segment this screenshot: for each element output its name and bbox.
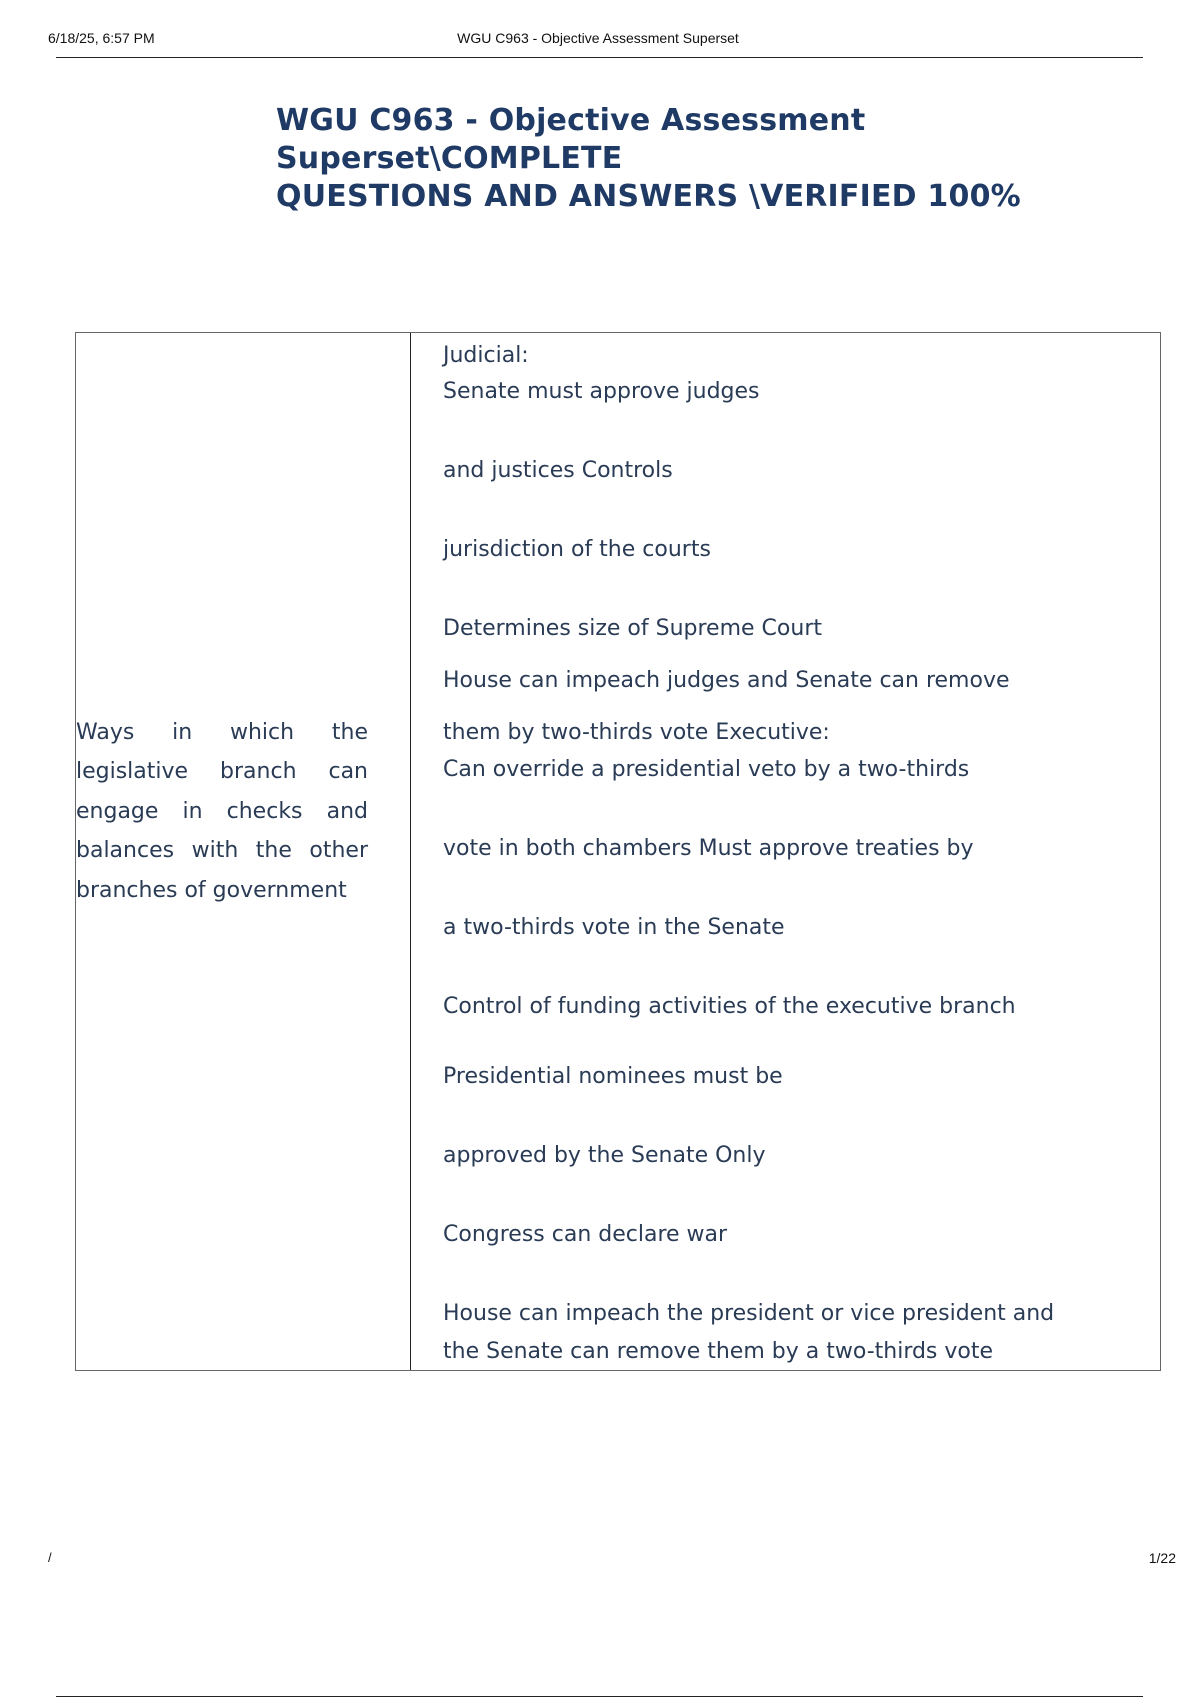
answer-line: Congress can declare war (443, 1222, 728, 1247)
answer-line: a two-thirds vote in the Senate (443, 915, 785, 940)
answer-line: vote in both chambers Must approve treaties by (443, 836, 974, 861)
answer-line: them by two-thirds vote Executive: (443, 720, 830, 745)
header-divider (56, 57, 1143, 58)
answer-cell (411, 333, 1160, 1370)
document-title-line-1: WGU C963 - Objective Assessment Superset\COMPLETE (276, 103, 866, 176)
print-header (48, 28, 1148, 58)
question-text: Ways in which the legislative branch can engage in checks and balances with the other branches of government (76, 719, 368, 903)
answer-line: Presidential nominees must be (443, 1064, 783, 1089)
answer-line: jurisdiction of the courts (443, 537, 711, 562)
print-datetime: 6/18/25, 6:57 PM (48, 30, 155, 46)
answer-line: Judicial: (443, 343, 529, 368)
document-title (276, 102, 1136, 216)
answer-line: Can override a presidential veto by a two-thirds (443, 757, 970, 782)
answer-line: Determines size of Supreme Court (443, 616, 822, 641)
answer-line: Control of funding activities of the executive branch (443, 994, 1016, 1019)
answer-line: the Senate can remove them by a two-thirds vote (443, 1339, 994, 1364)
answer-line: House can impeach judges and Senate can remove (443, 668, 1010, 693)
print-page-title: WGU C963 - Objective Assessment Superset (457, 30, 739, 46)
answer-line: Senate must approve judges (443, 379, 760, 404)
question-cell (76, 333, 411, 1370)
answer-line: approved by the Senate Only (443, 1143, 766, 1168)
document-title-line-2: QUESTIONS AND ANSWERS \VERIFIED 100% (276, 179, 1021, 214)
answer-line: House can impeach the president or vice president and (443, 1301, 1055, 1326)
qa-table (75, 332, 1161, 1371)
bottom-divider (56, 1696, 1143, 1697)
answer-line: and justices Controls (443, 458, 673, 483)
print-footer-url: / (48, 1550, 52, 1565)
page-number: 1/22 (1148, 1550, 1176, 1566)
